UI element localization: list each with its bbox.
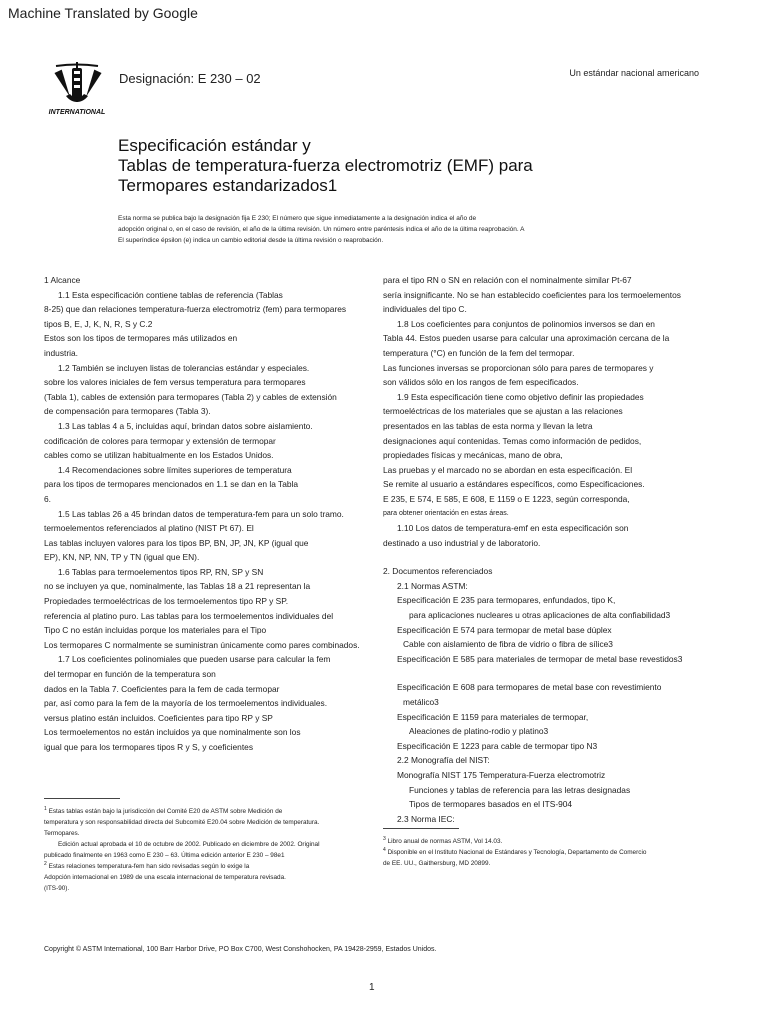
text-line: Especificación E 608 para termopares de metal base con revestimiento [397, 682, 662, 693]
text-line: Especificación E 235 para termopares, enfundados, tipo K, [397, 595, 616, 606]
text-line: individuales del tipo C. [383, 304, 467, 315]
footnotes-left [44, 806, 374, 894]
footnote-divider [44, 798, 120, 799]
text-line: destinado a uso industrial y de laboratorio. [383, 537, 541, 548]
text-line: 8-25) que dan relaciones temperatura-fuerza electromotriz (fem) para termopares [44, 304, 347, 315]
text-line: Monografía NIST 175 Temperatura-Fuerza electromotriz [397, 770, 606, 780]
text-line: Las pruebas y el marcado no se abordan en esta especificación. El [383, 464, 633, 475]
text-line: para aplicaciones nucleares u otras aplicaciones de alta confiabilidad3 [409, 610, 671, 621]
text-line: Cable con aislamiento de fibra de vidrio o fibra de sílice3 [403, 639, 613, 650]
footnote-line: Adopción internacional en 1989 de una escala internacional de temperatura revisada. [44, 874, 286, 881]
footnote-line: $^1$ Estas tablas están bajo la jurisdicción del Comité E20 de ASTM sobre Medición de [44, 805, 283, 815]
text-line: 1.1 Esta especificación contiene tablas de referencia (Tablas [58, 289, 283, 300]
text-line: Funciones y tablas de referencia para las letras designadas [409, 784, 631, 795]
text-line: EP), KN, NP, NN, TP y TN (igual que EN). [44, 552, 200, 563]
text-line: del termopar en función de la temperatura son [44, 669, 216, 680]
footnote-line: de EE. UU., Gaithersburg, MD 20899. [383, 860, 491, 867]
astm-logo-icon [44, 58, 110, 116]
text-line: metálico3 [403, 697, 439, 708]
text-line: 1.10 Los datos de temperatura-emf en esta especificación son [397, 523, 629, 534]
text-line: Los termopares C normalmente se suministran únicamente como pares combinados. [44, 639, 360, 650]
text-line: 1.3 Las tablas 4 a 5, incluidas aquí, brindan datos sobre aislamiento. [58, 420, 313, 431]
text-line: cables como se utilizan habitualmente en los Estados Unidos. [44, 450, 274, 461]
text-line: termoeléctricas de los materiales que se ajustan a las relaciones [383, 406, 623, 417]
text-line: no se incluyen ya que, nominalmente, las Tablas 18 a 21 representan la [44, 581, 311, 592]
text-line: dados en la Tabla 7. Coeficientes para la fem de cada termopar [44, 683, 280, 694]
national-standard-label: Un estándar nacional americano [569, 68, 699, 78]
machine-translated-label: Machine Translated by Google [8, 5, 198, 21]
footnote-line: Edición actual aprobada el 10 de octubre de 2002. Publicado en diciembre de 2002. Original [58, 841, 320, 848]
section-heading: 1 Alcance [44, 275, 81, 285]
text-line: Especificación E 585 para materiales de termopar de metal base revestidos3 [397, 653, 683, 664]
title-line: Tablas de temperatura-fuerza electromotriz (EMF) para [118, 156, 533, 175]
text-line: Propiedades termoeléctricas de los termoelementos tipo RP y SP. [44, 596, 289, 607]
text-line: Aleaciones de platino-rodio y platino3 [409, 726, 549, 737]
left-column [44, 273, 369, 755]
text-line: Las tablas incluyen valores para los tipos BP, BN, JP, JN, KP (igual que [44, 537, 309, 548]
text-line: Especificación E 1159 para materiales de termopar, [397, 711, 589, 722]
text-line: E 235, E 574, E 585, E 608, E 1159 o E 1223, según corresponda, [383, 493, 630, 504]
text-line: industria. [44, 347, 78, 358]
text-line: sobre los valores iniciales de fem versus temperatura para termopares [44, 377, 306, 388]
document-title [118, 136, 533, 196]
logo-text: INTERNATIONAL [48, 109, 106, 116]
text-line: Se remite al usuario a estándares específicos, como Especificaciones. [383, 479, 645, 490]
spacer [383, 550, 728, 564]
text-line: son válidos sólo en los rangos de fem especificados. [383, 377, 579, 388]
text-line: codificación de colores para termopar y extensión de termopar [44, 435, 276, 446]
text-line: 1.8 Los coeficientes para conjuntos de polinomios inversos se dan en [397, 318, 655, 329]
text-line: 1.5 Las tablas 26 a 45 brindan datos de temperatura-fem para un solo tramo. [58, 508, 344, 519]
page-number: 1 [369, 982, 375, 993]
footnote-line: $^4$ Disponible en el Instituto Nacional de Estándares y Tecnología, Departamento de Comercio [383, 846, 647, 856]
text-line: Tipos de termopares basados en el ITS-904 [409, 799, 573, 810]
astm-logo [44, 58, 110, 116]
designation: Designación: E 230 – 02 [119, 71, 261, 86]
text-line: 1.2 También se incluyen listas de tolerancias estándar y especiales. [58, 362, 310, 373]
footnote-line: $^3$ Libro anual de normas ASTM, Vol 14.03. [383, 835, 503, 845]
text-line: para los tipos de termopares mencionados en 1.1 se dan en la Tabla [44, 479, 299, 490]
spacer [383, 666, 728, 680]
text-line: presentados en las tablas de esta norma y llevan la letra [383, 420, 593, 431]
title-line: Especificación estándar y [118, 136, 311, 155]
text-line: Especificación E 574 para termopar de metal base dúplex [397, 624, 612, 635]
text-line: 1.7 Los coeficientes polinomiales que pueden usarse para calcular la fem [58, 654, 331, 665]
intro-line: El superíndice épsilon (e) indica un cambio editorial desde la última revisión o reaprobación. [118, 237, 384, 244]
intro-line: adopción original o, en el caso de revisión, el año de la última revisión. Un número entre paréntesis indica el año de la última reaprobación. A [118, 226, 525, 233]
text-line: Las funciones inversas se proporcionan sólo para pares de termopares y [383, 362, 654, 373]
footnotes-right [383, 836, 733, 869]
text-line: 2.1 Normas ASTM: [397, 580, 468, 591]
footnote-line: Termopares. [44, 830, 80, 837]
text-line: 2.2 Monografía del NIST: [397, 755, 490, 766]
text-line: propiedades físicas y mecánicas, mano de obra, [383, 450, 563, 461]
intro-paragraph [118, 213, 678, 246]
text-line: temperatura (°C) en función de la fem del termopar. [383, 347, 575, 358]
text-line: Los termoelementos no están incluidos ya que nominalmente son los [44, 727, 301, 738]
footnote-line: temperatura y son responsabilidad directa del Subcomité E20.04 sobre Medición de temperatura. [44, 819, 320, 826]
footnote-line: (ITS-90). [44, 885, 70, 892]
text-line: Especificación E 1223 para cable de termopar tipo N3 [397, 740, 598, 751]
footnote-line: $^2$ Estas relaciones temperatura-fem han sido revisadas según lo exige la [44, 860, 250, 870]
text-line: de compensación para termopares (Tabla 3). [44, 406, 211, 417]
text-line: igual que para los termopares tipos R y S, y coeficientes [44, 742, 254, 752]
text-line: 1.6 Tablas para termoelementos tipos RP, RN, SP y SN [58, 566, 264, 577]
text-line: 1.9 Esta especificación tiene como objetivo definir las propiedades [397, 391, 644, 402]
right-column [383, 273, 728, 826]
text-line: 1.4 Recomendaciones sobre límites superiores de temperatura [58, 464, 292, 475]
text-line: para obtener orientación en estas áreas. [383, 509, 509, 517]
text-line: 6. [44, 493, 51, 504]
copyright-notice: Copyright © ASTM International, 100 Barr Harbor Drive, PO Box C700, West Conshohocken, PA 19428-2959, Estados Unidos. [44, 946, 437, 953]
text-line: para el tipo RN o SN en relación con el nominalmente similar Pt-67 [383, 275, 632, 285]
text-line: par, así como para la fem de la mayoría de los termoelementos individuales. [44, 698, 328, 709]
text-line: referencia al platino puro. Las tablas para los termoelementos individuales del [44, 610, 334, 621]
text-line: designaciones aquí contenidas. Temas como información de pedidos, [383, 435, 642, 446]
text-line: versus platino están incluidos. Coeficientes para tipo RP y SP [44, 712, 273, 723]
text-line: (Tabla 1), cables de extensión para termopares (Tabla 2) y cables de extensión [44, 391, 337, 402]
text-line: 2.3 Norma IEC: [397, 813, 455, 824]
intro-line: Esta norma se publica bajo la designación fija E 230; El número que sigue inmediatamente a la designación indica el año de [118, 215, 477, 222]
footnote-line: publicado finalmente en 1963 como E 230 – 63. Última edición anterior E 230 – 98e1 [44, 852, 285, 859]
text-line: sería insignificante. No se han establecido coeficientes para los termoelementos [383, 289, 681, 300]
text-line: termoelementos referenciados al platino (NIST Pt 67). El [44, 523, 254, 534]
text-line: Tabla 44. Estos pueden usarse para calcular una aproximación cercana de la [383, 333, 670, 344]
text-line: Tipo C no están incluidas porque los materiales para el Tipo [44, 625, 267, 636]
title-line: Termopares estandarizados1 [118, 176, 338, 195]
text-line: Estos son los tipos de termopares más utilizados en [44, 333, 238, 344]
section-heading: 2. Documentos referenciados [383, 566, 493, 577]
footnote-divider [383, 828, 459, 829]
text-line: tipos B, E, J, K, N, R, S y C.2 [44, 318, 153, 329]
